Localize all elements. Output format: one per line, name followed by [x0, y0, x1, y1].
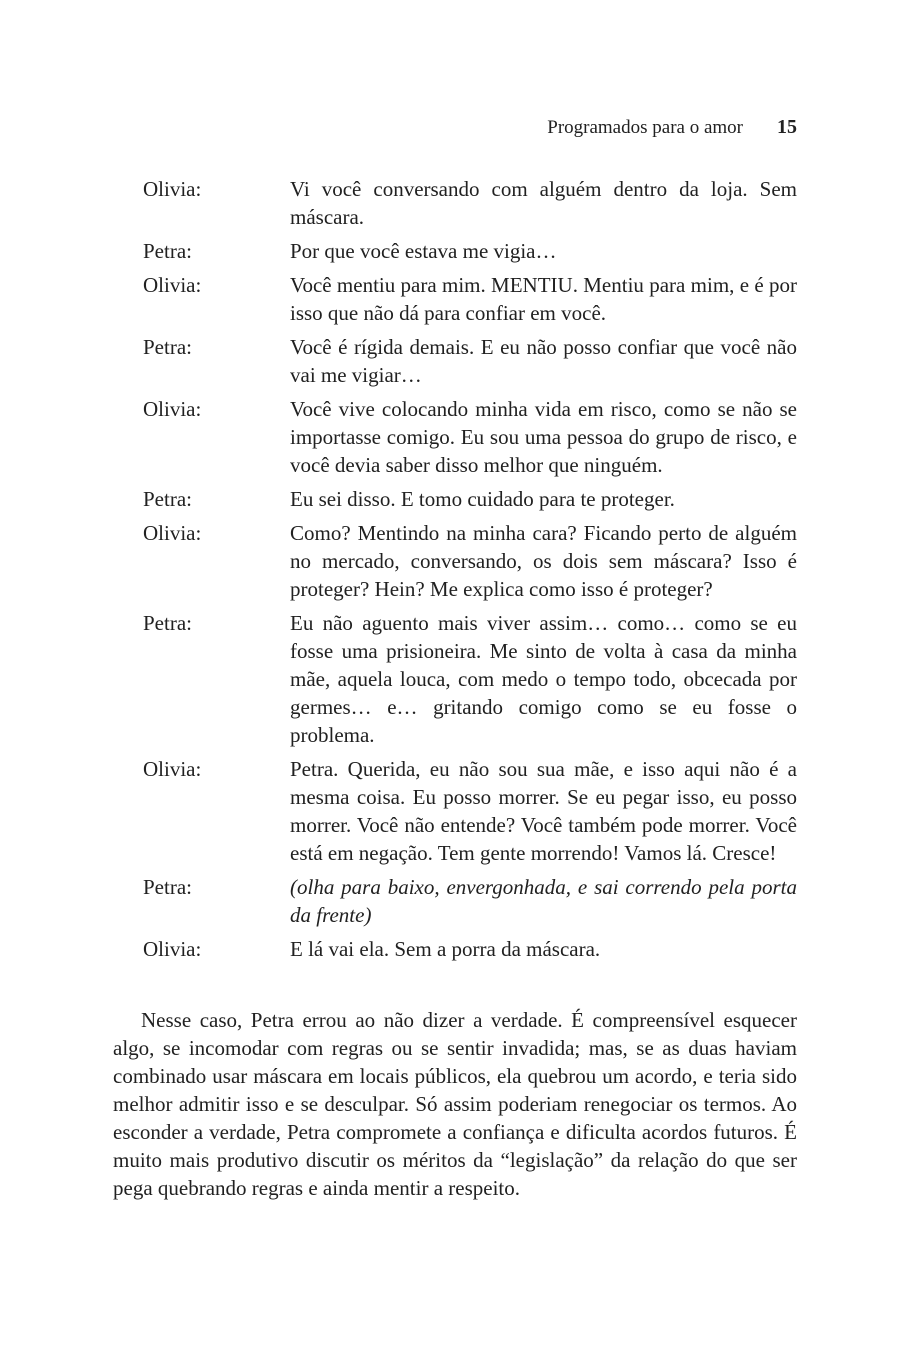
- speaker-label: Olivia:: [143, 937, 202, 961]
- speaker-label: Olivia:: [143, 757, 202, 781]
- speaker-label: Olivia:: [143, 177, 202, 201]
- dialogue-text: Eu não aguento mais viver assim… como… como se eu fosse uma prisioneira. Me sinto de volta à casa da minha mãe, aquela louca, com medo o tempo todo, obcecada por germes… e… gritando comigo como se eu fosse o problema.: [290, 611, 797, 747]
- dialogue-text: (olha para baixo, envergonhada, e sai correndo pela porta da frente): [290, 875, 797, 927]
- dialogue-text: E lá vai ela. Sem a porra da máscara.: [290, 937, 601, 961]
- dialogue-text: Vi você conversando com alguém dentro da loja. Sem máscara.: [290, 177, 797, 229]
- page-number: 15: [777, 116, 797, 138]
- dialogue-row: [143, 873, 797, 929]
- dialogue-text: Eu sei disso. E tomo cuidado para te proteger.: [290, 487, 675, 511]
- closing-paragraph: Nesse caso, Petra errou ao não dizer a verdade. É compreensível esquecer algo, se incomodar com regras ou se sentir invadida; mas, se as duas haviam combinado usar máscara em locais públicos, ela quebrou um acordo, e teria sido melhor admitir isso e se desculpar. Só assim poderiam renegociar os termos. Ao esconder a verdade, Petra compromete a confiança e dificulta acordos futuros. É muito mais produtivo discutir os méritos da “legislação” da relação do que ser pega quebrando regras e ainda mentir a respeito.: [113, 1008, 797, 1200]
- dialogue-row: [143, 237, 797, 265]
- speaker-label: Olivia:: [143, 521, 202, 545]
- dialogue-row: [143, 485, 797, 513]
- dialogue-text: Você vive colocando minha vida em risco, como se não se importasse comigo. Eu sou uma pessoa do grupo de risco, e você devia saber disso melhor que ninguém.: [290, 397, 797, 477]
- dialogue-text: Você é rígida demais. E eu não posso confiar que você não vai me vigiar…: [290, 335, 797, 387]
- running-head-title: Programados para o amor: [547, 117, 743, 138]
- running-head: [113, 115, 797, 140]
- dialogue-row: [143, 333, 797, 389]
- speaker-label: Petra:: [143, 335, 192, 359]
- dialogue-row: [143, 175, 797, 231]
- dialogue-row: [143, 755, 797, 867]
- dialogue-row: [143, 609, 797, 749]
- dialogue-text: Petra. Querida, eu não sou sua mãe, e isso aqui não é a mesma coisa. Eu posso morrer. Se eu pegar isso, eu posso morrer. Você não entende? Você também pode morrer. Você está em negação. Tem gente morrendo! Vamos lá. Cresce!: [290, 757, 797, 865]
- dialogue-text: Você mentiu para mim. MENTIU. Mentiu para mim, e é por isso que não dá para confiar em você.: [290, 273, 797, 325]
- dialogue-text: Por que você estava me vigia…: [290, 239, 557, 263]
- dialogue-list: [143, 175, 797, 969]
- dialogue-text: Como? Mentindo na minha cara? Ficando perto de alguém no mercado, conversando, os dois sem máscara? Isso é proteger? Hein? Me explica como isso é proteger?: [290, 521, 797, 601]
- dialogue-row: [143, 935, 797, 963]
- dialogue-row: [143, 519, 797, 603]
- dialogue-row: [143, 271, 797, 327]
- speaker-label: Olivia:: [143, 273, 202, 297]
- speaker-label: Petra:: [143, 239, 192, 263]
- dialogue-row: [143, 395, 797, 479]
- speaker-label: Petra:: [143, 875, 192, 899]
- speaker-label: Petra:: [143, 611, 192, 635]
- speaker-label: Petra:: [143, 487, 192, 511]
- speaker-label: Olivia:: [143, 397, 202, 421]
